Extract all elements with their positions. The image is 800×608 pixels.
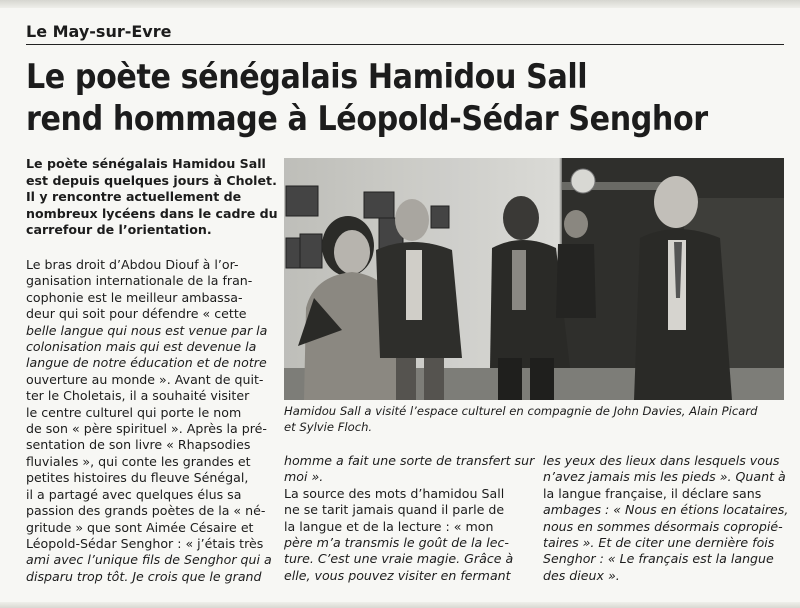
body-line: ne se tarit jamais quand il parle de (284, 502, 505, 518)
body-line: des dieux ». (543, 567, 620, 583)
body-line: Senghor : « Le français est la langue (543, 551, 774, 567)
body-line: disparu trop tôt. Je crois que le grand (26, 568, 262, 584)
body-line: belle langue qui nous est venue par la (26, 322, 268, 338)
photo-icon (284, 158, 784, 400)
body-line: elle, vous pouvez visiter en fermant (284, 567, 511, 583)
body-line: ganisation internationale de la fran- (26, 273, 253, 289)
caption-line: Hamidou Sall a visité l’espace culturel en compagnie de John Davies, Alain Picard (284, 404, 758, 418)
lead-line: carrefour de l’orientation. (26, 222, 212, 237)
lead-line: Il y rencontre actuellement de (26, 189, 242, 204)
caption-line: et Sylvie Floch. (284, 419, 373, 434)
body-line: passion des grands poètes de la « né- (26, 503, 266, 519)
body-line: moi ». (284, 469, 324, 485)
body-line: colonisation mais qui est devenue la (26, 339, 257, 355)
headline-line: rend hommage à Léopold-Sédar Senghor (26, 99, 708, 138)
body-line: ami avec l’unique fils de Senghor qui a (26, 552, 272, 568)
lead-line: nombreux lycéens dans le cadre du (26, 205, 278, 221)
body-line: La source des mots d’hamidou Sall (284, 485, 505, 501)
body-line: n’avez jamais mis les pieds ». Quant à (543, 469, 786, 485)
body-line: il a partagé avec quelques élus sa (26, 486, 242, 502)
body-line: de son « père spirituel ». Après la pré- (26, 421, 267, 437)
body-line: le centre culturel qui porte le nom (26, 404, 242, 420)
body-line: homme a fait une sorte de transfert sur (284, 453, 535, 468)
body-line: ter le Choletais, il a souhaité visiter (26, 388, 250, 404)
body-line: Le bras droit d’Abdou Diouf à l’or- (26, 257, 239, 272)
lead-paragraph (26, 156, 278, 239)
body-line: nous en sommes désormais copropié- (543, 518, 783, 534)
body-line: gritude » que sont Aimée Césaire et (26, 519, 254, 535)
body-line: père m’a transmis le goût de la lec- (284, 535, 509, 551)
headline-line: Le poète sénégalais Hamidou Sall (26, 57, 588, 96)
body-column-1 (26, 257, 270, 585)
photo-caption (284, 404, 789, 435)
article-photo (284, 158, 784, 400)
headline (26, 56, 786, 140)
body-line: la langue française, il déclare sans (543, 485, 762, 501)
page-edge-bottom (0, 602, 800, 608)
body-line: sentation de son livre « Rhapsodies (26, 437, 251, 453)
body-line: ambages : « Nous en étions locataires, (543, 502, 789, 518)
body-line: ouverture au monde ». Avant de quit- (26, 371, 264, 387)
body-line: deur qui soit pour défendre « cette (26, 306, 247, 322)
lead-line: Le poète sénégalais Hamidou Sall (26, 156, 266, 171)
body-line: petites histoires du fleuve Sénégal, (26, 470, 249, 486)
body-line: ture. C’est une vraie magie. Grâce à (284, 551, 514, 567)
body-line: les yeux des lieux dans lesquels vous (543, 453, 780, 468)
lead-line: est depuis quelques jours à Cholet. (26, 172, 277, 188)
body-line: Léopold-Sédar Senghor : « j’étais très (26, 535, 264, 551)
body-line: cophonie est le meilleur ambassa- (26, 289, 243, 305)
body-line: la langue et de la lecture : « mon (284, 518, 494, 534)
body-line: fluviales », qui conte les grandes et (26, 453, 251, 469)
section-label: Le May-sur-Evre (26, 22, 172, 41)
body-line: langue de notre éducation et de notre (26, 355, 267, 371)
body-column-2 (284, 453, 535, 584)
page-edge-top (0, 0, 800, 8)
body-line: taires ». Et de citer une dernière fois (543, 535, 775, 551)
section-rule (26, 44, 784, 45)
body-column-3 (543, 453, 787, 584)
